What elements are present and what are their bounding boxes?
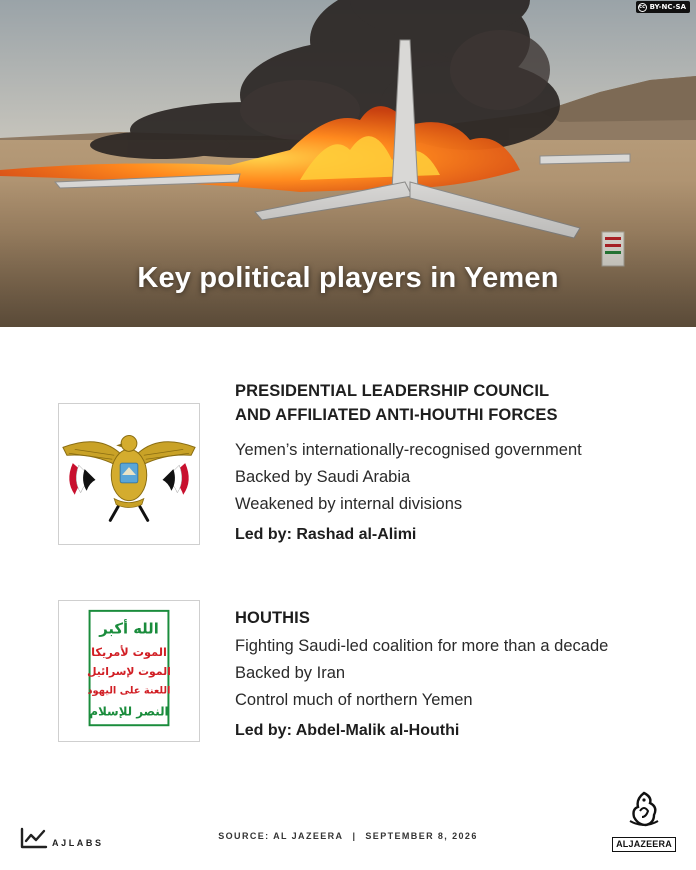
entry-text	[235, 606, 685, 744]
aljazeera-calligraphy-icon	[624, 791, 664, 829]
entry-heading	[235, 606, 685, 630]
fact-item: Fighting Saudi-led coalition for more than a decade	[235, 637, 609, 655]
fact-item: Backed by Saudi Arabia	[235, 468, 411, 486]
fact-list	[235, 437, 685, 518]
cc-icon: cc	[639, 3, 646, 10]
entry-heading-line: HOUTHIS	[235, 609, 310, 627]
fact-item: Weakened by internal divisions	[235, 495, 463, 513]
fact-item: Backed by Iran	[235, 664, 346, 682]
fact-item: Yemen’s internationally-recognised government	[235, 441, 582, 459]
leader-label: Led by: Abdel-Malik al-Houthi	[235, 722, 460, 739]
license-badge	[636, 1, 690, 13]
houthi-slogan-emblem-icon	[59, 601, 199, 741]
source-label: SOURCE: AL JAZEERA	[218, 831, 344, 841]
entry-text	[235, 379, 685, 548]
ajlabs-wordmark: AJLABS	[52, 838, 104, 848]
yemen-eagle-emblem-icon	[59, 404, 199, 544]
entry-heading-line: AND AFFILIATED ANTI-HOUTHI FORCES	[235, 406, 558, 424]
source-line	[0, 831, 696, 841]
aljazeera-wordmark: ALJAZEERA	[612, 837, 676, 852]
yemen-eagle-emblem-box	[58, 403, 200, 545]
slogan-line: النصر للإسلام	[89, 704, 169, 719]
entry-heading	[235, 379, 685, 427]
houthi-slogan-emblem-box	[58, 600, 200, 742]
publish-date: SEPTEMBER 8, 2026	[365, 831, 478, 841]
source-separator: |	[352, 831, 357, 841]
slogan-line: الموت لأمريكا	[91, 645, 167, 660]
slogan-line: الله أكبر	[99, 620, 159, 638]
aljazeera-logo	[612, 791, 676, 852]
slogan-line: الموت لإسرائيل	[87, 664, 171, 678]
license-label: BY-NC-SA	[649, 3, 686, 11]
page-title: Key political players in Yemen	[137, 262, 559, 294]
hero-banner	[0, 0, 696, 327]
fact-item: Control much of northern Yemen	[235, 691, 473, 709]
leader-label: Led by: Rashad al-Alimi	[235, 526, 417, 543]
fact-list	[235, 633, 685, 714]
entry-heading-line: PRESIDENTIAL LEADERSHIP COUNCIL	[235, 382, 550, 400]
slogan-line: اللعنة على اليهود	[87, 685, 171, 697]
